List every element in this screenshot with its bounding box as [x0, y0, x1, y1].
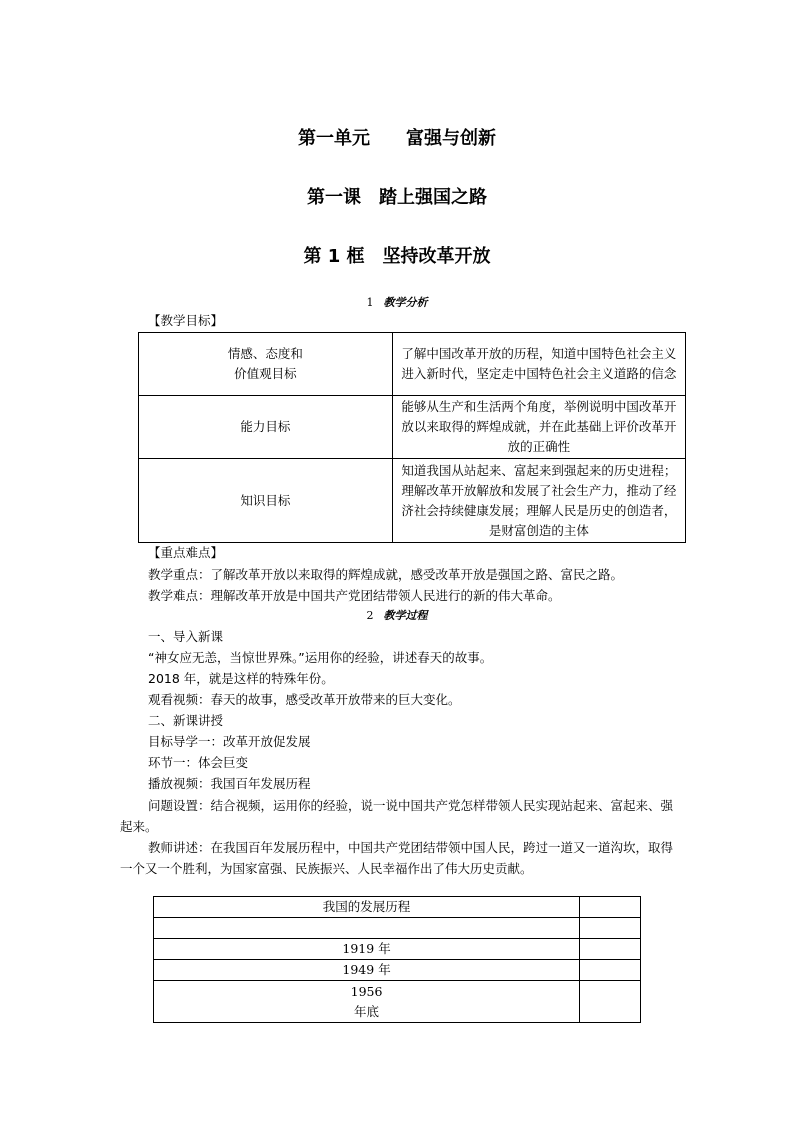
table-row — [154, 981, 641, 1023]
intro-heading: 一、导入新课 — [148, 629, 224, 644]
lesson-title: 第一课 踏上强国之路 — [307, 187, 487, 208]
table-row — [154, 918, 641, 939]
intro-quote: “神女应无恙，当惊世界殊。”运用你的经验，讲述春天的故事。 — [148, 650, 493, 665]
history-table — [153, 896, 641, 1023]
section-title: 教学分析 — [383, 296, 428, 309]
table-cell — [580, 981, 641, 1023]
section-number: 1 — [366, 296, 374, 309]
table-cell — [580, 897, 641, 918]
table-cell: 1949 年 — [154, 960, 580, 981]
table-cell — [580, 939, 641, 960]
objective-label: 知识目标 — [139, 459, 393, 543]
goal-one: 目标导学一：改革开放促发展 — [148, 734, 311, 749]
section-number: 2 — [366, 609, 374, 622]
objective-label: 能力目标 — [139, 396, 393, 459]
table-row — [139, 333, 686, 396]
objective-content: 能够从生产和生活两个角度，举例说明中国改革开放以来取得的辉煌成就，并在此基础上评价改革开放的正确性 — [392, 396, 685, 459]
section-heading-analysis — [0, 294, 794, 310]
table-row — [139, 396, 686, 459]
history-table-header: 我国的发展历程 — [154, 897, 580, 918]
teaching-focus: 教学重点：了解改革开放以来取得的辉煌成就，感受改革开放是强国之路、富民之路。 — [148, 567, 624, 582]
teacher-narration: 教师讲述：在我国百年发展历程中，中国共产党团结带领中国人民，跨过一道又一道沟坎，取得一个又一个胜利，为国家富强、民族振兴、人民幸福作出了伟大历史贡献。 — [120, 840, 674, 876]
frame-title: 第 1 框 坚持改革开放 — [303, 246, 491, 267]
unit-title: 第一单元 富强与创新 — [298, 128, 496, 149]
play-video: 播放视频：我国百年发展历程 — [148, 776, 311, 791]
objectives-heading: 【教学目标】 — [148, 313, 224, 328]
new-lesson-heading: 二、新课讲授 — [148, 713, 224, 728]
table-row — [139, 459, 686, 543]
keypoints-heading: 【重点难点】 — [148, 545, 224, 560]
table-row — [154, 939, 641, 960]
objective-content: 知道我国从站起来、富起来到强起来的历史进程；理解改革开放解放和发展了社会生产力，推动了经济社会持续健康发展；理解人民是历史的创造者，是财富创造的主体 — [392, 459, 685, 543]
table-cell — [154, 918, 580, 939]
teaching-difficulty: 教学难点：理解改革开放是中国共产党团结带领人民进行的新的伟大革命。 — [148, 588, 561, 603]
objective-content: 了解中国改革开放的历程，知道中国特色社会主义进入新时代，坚定走中国特色社会主义道路的信念 — [392, 333, 685, 396]
objective-label: 情感、态度和 价值观目标 — [139, 333, 393, 396]
section-title: 教学过程 — [383, 609, 428, 622]
objectives-table — [138, 332, 686, 543]
table-row — [154, 960, 641, 981]
intro-video: 观看视频：春天的故事，感受改革开放带来的巨大变化。 — [148, 692, 461, 707]
table-cell: 1956 年底 — [154, 981, 580, 1023]
question-setting: 问题设置：结合视频，运用你的经验，说一说中国共产党怎样带领人民实现站起来、富起来、强起来。 — [120, 798, 674, 834]
intro-year: 2018 年，就是这样的特殊年份。 — [148, 671, 334, 686]
section-heading-process — [0, 607, 794, 623]
table-cell — [580, 918, 641, 939]
table-row — [154, 897, 641, 918]
table-cell: 1919 年 — [154, 939, 580, 960]
step-one: 环节一：体会巨变 — [148, 755, 249, 770]
table-cell — [580, 960, 641, 981]
